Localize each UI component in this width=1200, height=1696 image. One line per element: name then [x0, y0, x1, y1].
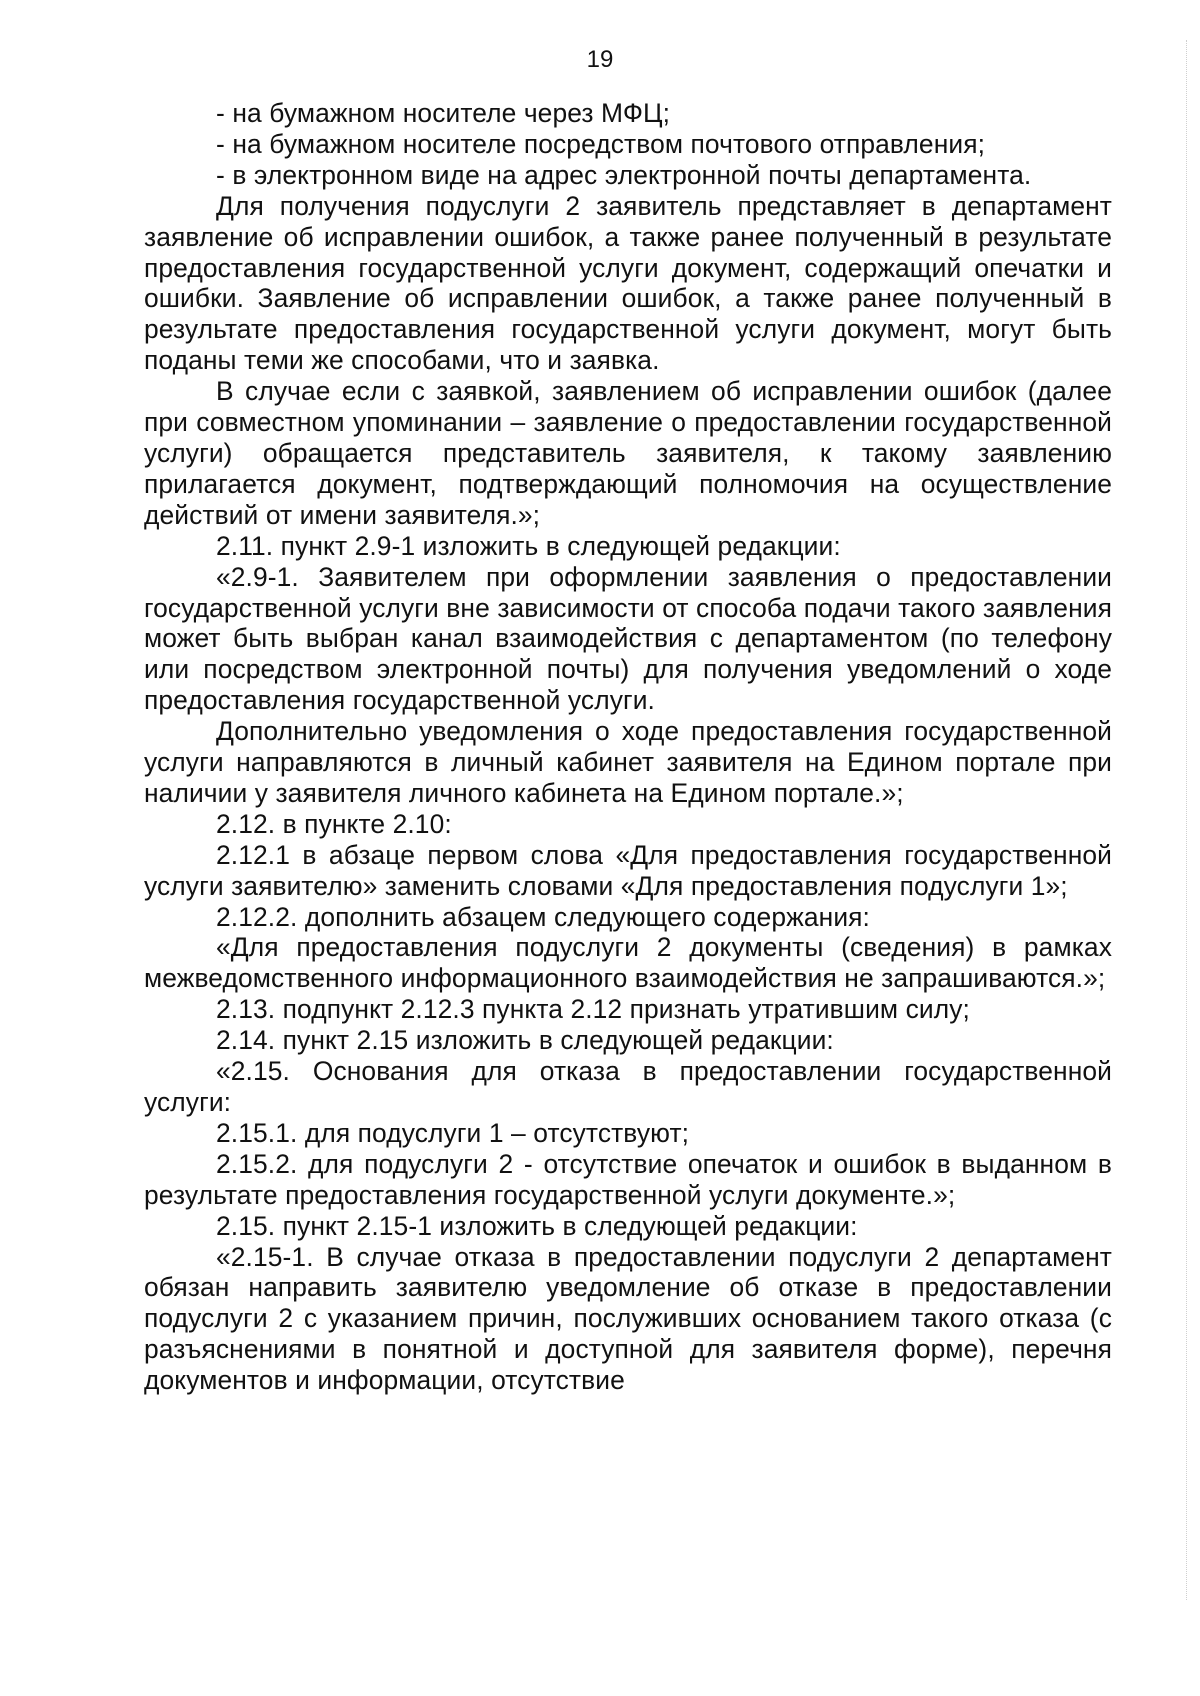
paragraph: 2.11. пункт 2.9-1 изложить в следующей редакции:: [216, 530, 841, 561]
paragraph: 2.12. в пункте 2.10:: [216, 808, 452, 839]
paragraph: «2.9-1. Заявителем при оформлении заявления о предоставлении государственной услуги вне зависимости от способа подачи такого заявления может быть выбран канал взаимодействия с департаментом (по телефону или посредством электронной почты) для получения уведомлений о ходе предоставления государственной услуги.: [144, 561, 1112, 716]
paragraph: 2.12.2. дополнить абзацем следующего содержания:: [216, 901, 870, 932]
paragraph: - на бумажном носителе через МФЦ;: [216, 98, 671, 128]
paragraph: В случае если с заявкой, заявлением об исправлении ошибок (далее при совместном упоминании – заявление о предоставлении государственной услуги) обращается представитель заявителя, к такому заявлению прилагается документ, подтверждающий полномочия на осуществление действий от имени заявителя.»;: [144, 376, 1112, 530]
paragraph: 2.13. подпункт 2.12.3 пункта 2.12 признать утратившим силу;: [216, 994, 970, 1025]
paragraph: 2.15.1. для подуслуги 1 – отсутствуют;: [216, 1117, 690, 1148]
paragraph: 2.15.2. для подуслуги 2 - отсутствие опечаток и ошибок в выданном в результате предоставления государственной услуги документе.»;: [144, 1148, 1112, 1210]
paragraph: - на бумажном носителе посредством почтового отправления;: [216, 128, 986, 159]
paragraph: «2.15. Основания для отказа в предоставлении государственной услуги:: [144, 1056, 1112, 1117]
paragraph: - в электронном виде на адрес электронной почты департамента.: [216, 159, 1032, 190]
paragraph: «2.15-1. В случае отказа в предоставлении подуслуги 2 департамент обязан направить заявителю уведомление об отказе в предоставлении подуслуги 2 с указанием причин, послуживших основанием такого отказа (с разъяснениями в понятной и доступной для заявителя форме), перечня документов и информации, отсутствие: [144, 1241, 1112, 1396]
document-body: [144, 98, 1112, 1396]
paragraph: Дополнительно уведомления о ходе предоставления государственной услуги направляются в личный кабинет заявителя на Едином портале при наличии у заявителя личного кабинета на Едином портале.»;: [144, 716, 1112, 808]
paragraph: Для получения подуслуги 2 заявитель представляет в департамент заявление об исправлении ошибок, а также ранее полученный в результате предоставления государственной услуги документ, содержащий опечатки и ошибки. Заявление об исправлении ошибок, а также ранее полученный в результате предоставления государственной услуги документ, могут быть поданы теми же способами, что и заявка.: [144, 190, 1112, 376]
scan-edge-artifact: [1186, 40, 1190, 1600]
paragraph: 2.12.1 в абзаце первом слова «Для предоставления государственной услуги заявителю» заменить словами «Для предоставления подуслуги 1»;: [144, 839, 1112, 901]
paragraph: 2.14. пункт 2.15 изложить в следующей редакции:: [216, 1025, 834, 1056]
paragraph: «Для предоставления подуслуги 2 документы (сведения) в рамках межведомственного информационного взаимодействия не запрашиваются.»;: [144, 932, 1112, 994]
page-number: 19: [586, 46, 614, 73]
paragraph: 2.15. пункт 2.15-1 изложить в следующей редакции:: [216, 1210, 858, 1241]
